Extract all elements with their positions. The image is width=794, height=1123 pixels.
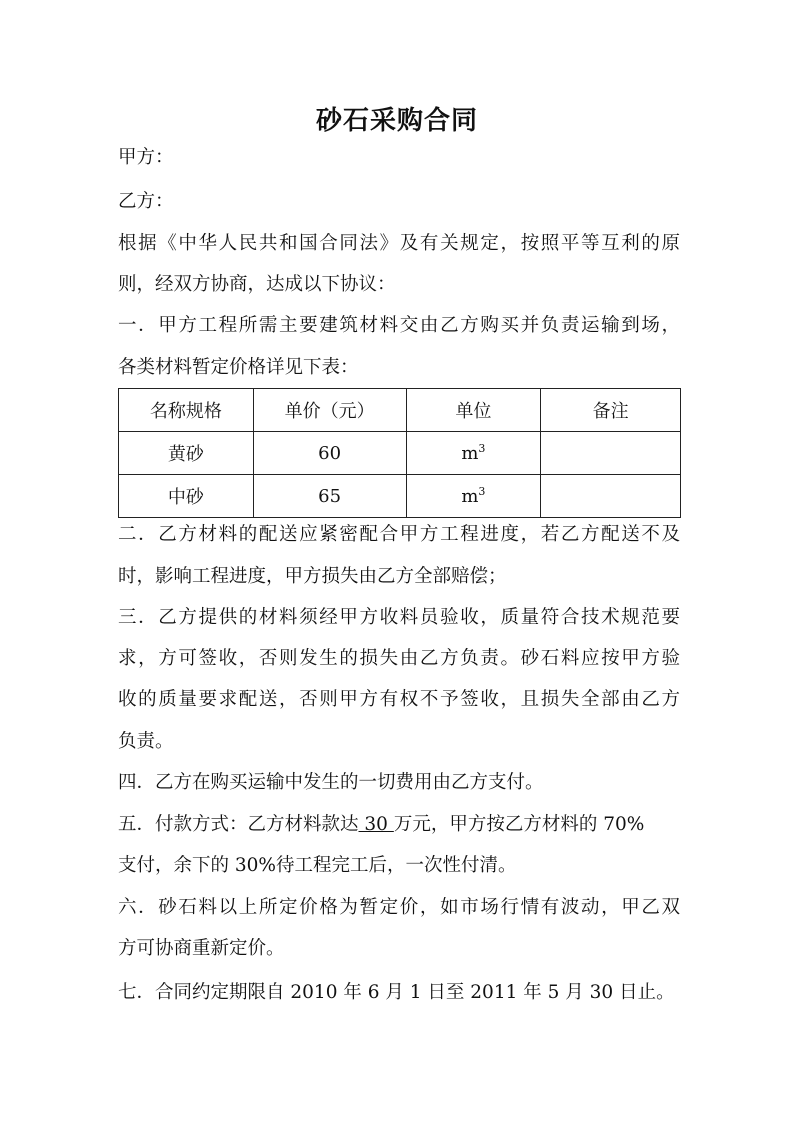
clause-3-line: 求，方可签收，否则发生的损失由乙方负责。砂石料应按甲方验 xyxy=(118,648,680,669)
price-table xyxy=(118,388,681,518)
clause-3-line: 收的质量要求配送，否则甲方有权不予签收，且损失全部由乙方 xyxy=(118,689,680,710)
unit-text: m xyxy=(461,443,479,464)
intro-line: 根据《中华人民共和国合同法》及有关规定，按照平等互利的原 xyxy=(118,233,680,254)
clause-6-line: 方可协商重新定价。 xyxy=(118,938,285,959)
document-title: 砂石采购合同 xyxy=(315,106,478,136)
header-cell: 备注 xyxy=(541,389,681,432)
table-header-row xyxy=(119,389,681,432)
unit-price: 65 xyxy=(253,475,406,518)
unit-exponent: 3 xyxy=(478,485,486,498)
clause-1-line: 各类材料暂定价格详见下表： xyxy=(118,357,359,378)
clause-6-line: 六．砂石料以上所定价格为暂定价，如市场行情有波动，甲乙双 xyxy=(118,897,680,918)
header-cell: 单价（元） xyxy=(253,389,406,432)
unit-price: 60 xyxy=(253,432,406,475)
clause-2-line: 二．乙方材料的配送应紧密配合甲方工程进度，若乙方配送不及 xyxy=(118,524,680,545)
clause-7-line: 七．合同约定期限自 2010 年 6 月 1 日至 2011 年 5 月 30 日止。 xyxy=(118,982,675,1003)
note xyxy=(541,432,681,475)
party-a-label: 甲方： xyxy=(118,147,174,168)
table-row xyxy=(119,432,681,475)
clause-3-line: 三．乙方提供的材料须经甲方收料员验收，质量符合技术规范要 xyxy=(118,607,680,628)
table-row xyxy=(119,475,681,518)
clause-3-line: 负责。 xyxy=(118,731,174,752)
note xyxy=(541,475,681,518)
header-cell: 单位 xyxy=(406,389,541,432)
party-b-label: 乙方： xyxy=(118,191,174,212)
unit xyxy=(406,475,541,518)
unit-text: m xyxy=(461,486,479,507)
payment-amount: 30 xyxy=(358,814,394,835)
clause-4-line: 四．乙方在购买运输中发生的一切费用由乙方支付。 xyxy=(118,772,544,793)
clause-5-text: 万元，甲方按乙方材料的 70% xyxy=(393,814,645,835)
clause-2-line: 时，影响工程进度，甲方损失由乙方全部赔偿； xyxy=(118,566,507,587)
clause-5-line xyxy=(118,813,680,837)
unit xyxy=(406,432,541,475)
material-name: 中砂 xyxy=(119,475,254,518)
clause-1-line: 一．甲方工程所需主要建筑材料交由乙方购买并负责运输到场， xyxy=(118,315,680,336)
intro-line: 则，经双方协商，达成以下协议： xyxy=(118,274,396,295)
clause-5-line: 支付，余下的 30%待工程完工后，一次性付清。 xyxy=(118,855,517,876)
header-cell: 名称规格 xyxy=(119,389,254,432)
clause-5-text: 五．付款方式：乙方材料款达 xyxy=(118,814,359,835)
material-name: 黄砂 xyxy=(119,432,254,475)
unit-exponent: 3 xyxy=(478,442,486,455)
